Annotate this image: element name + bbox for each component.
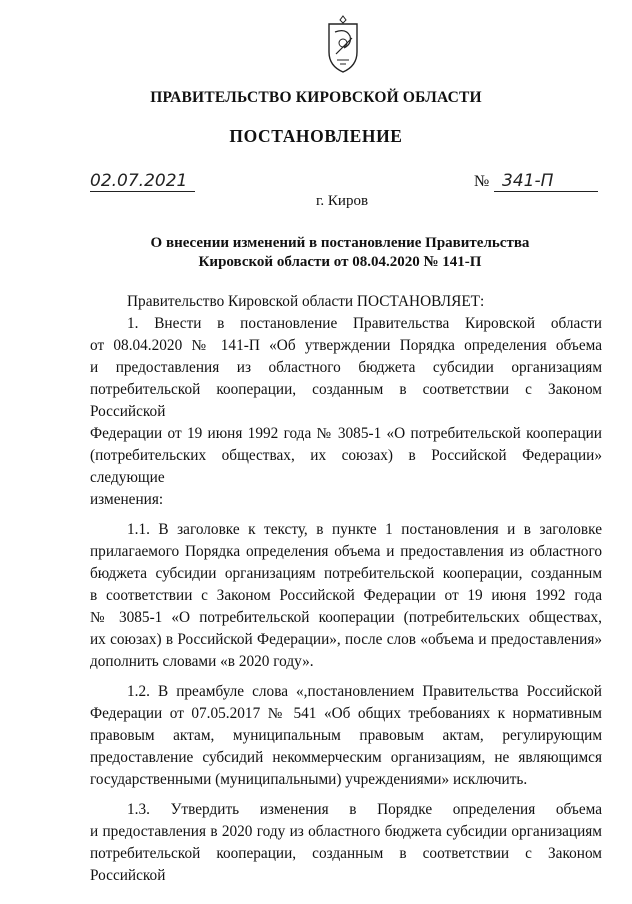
coat-of-arms-icon	[324, 14, 362, 74]
paragraph-line: потребительской кооперации, созданным в соответствии с Законом Российской	[90, 845, 602, 884]
paragraph-line: и предоставления из областного бюджета субсидии организациям	[90, 359, 602, 376]
city: г. Киров	[315, 193, 369, 209]
preamble: Правительство Кировской области ПОСТАНОВЛЯЕТ:	[127, 293, 485, 310]
paragraph-line: № 3085-1 «О потребительской кооперации (потребительских обществах,	[90, 609, 602, 626]
paragraph-line: потребительской кооперации, созданным в соответствии с Законом Российской	[90, 381, 602, 420]
paragraph-line: Федерации от 07.05.2017 № 541 «Об общих требованиях к нормативным	[90, 705, 602, 722]
paragraph-line: правовым актам, муниципальным правовым актам, регулирующим	[90, 727, 602, 744]
document-type: ПОСТАНОВЛЕНИЕ	[229, 126, 403, 146]
number-label: №	[474, 173, 490, 190]
document-subject	[140, 234, 540, 272]
paragraph-line: в соответствии с Законом Российской Федерации от 19 июня 1992 года	[90, 587, 602, 604]
document-date: 02.07.2021	[90, 171, 195, 192]
paragraph-line: 1.2. В преамбуле слова «,постановлением Правительства Российской	[127, 683, 602, 700]
subject-line: Кировской области от 08.04.2020 № 141-П	[198, 254, 482, 270]
document-number: 341-П	[494, 171, 598, 192]
paragraph-line: дополнить словами «в 2020 году».	[90, 653, 314, 670]
paragraph-line: 1.3. Утвердить изменения в Порядке определения объема	[127, 801, 602, 818]
organization-title: ПРАВИТЕЛЬСТВО КИРОВСКОЙ ОБЛАСТИ	[150, 89, 482, 106]
paragraph-line: (потребительских обществах, их союзах) в Российской Федерации» следующие	[90, 447, 602, 486]
paragraph-line: 1.1. В заголовке к тексту, в пункте 1 постановления и в заголовке	[127, 521, 602, 538]
subject-line: О внесении изменений в постановление Правительства	[150, 235, 530, 251]
paragraph-line: и предоставления в 2020 году из областного бюджета субсидии организациям	[90, 823, 602, 840]
paragraph-line: Федерации от 19 июня 1992 года № 3085-1 «О потребительской кооперации	[90, 425, 602, 442]
paragraph-line: государственными (муниципальными) учреждениями» исключить.	[90, 771, 528, 788]
paragraph-line: их союзах) в Российской Федерации», после слов «объема и предоставления»	[90, 631, 602, 648]
paragraph-line: 1. Внести в постановление Правительства Кировской области	[127, 315, 602, 332]
paragraph-line: бюджета субсидии организациям потребительской кооперации, созданным	[90, 565, 602, 582]
paragraph-line: прилагаемого Порядка определения объема и предоставления из областного	[90, 543, 602, 560]
paragraph-line: предоставление субсидий некоммерческим организациям, не являющимся	[90, 749, 602, 766]
paragraph-line: изменения:	[90, 491, 164, 508]
paragraph-line: от 08.04.2020 № 141-П «Об утверждении Порядка определения объема	[90, 337, 602, 354]
document-body	[90, 291, 602, 887]
